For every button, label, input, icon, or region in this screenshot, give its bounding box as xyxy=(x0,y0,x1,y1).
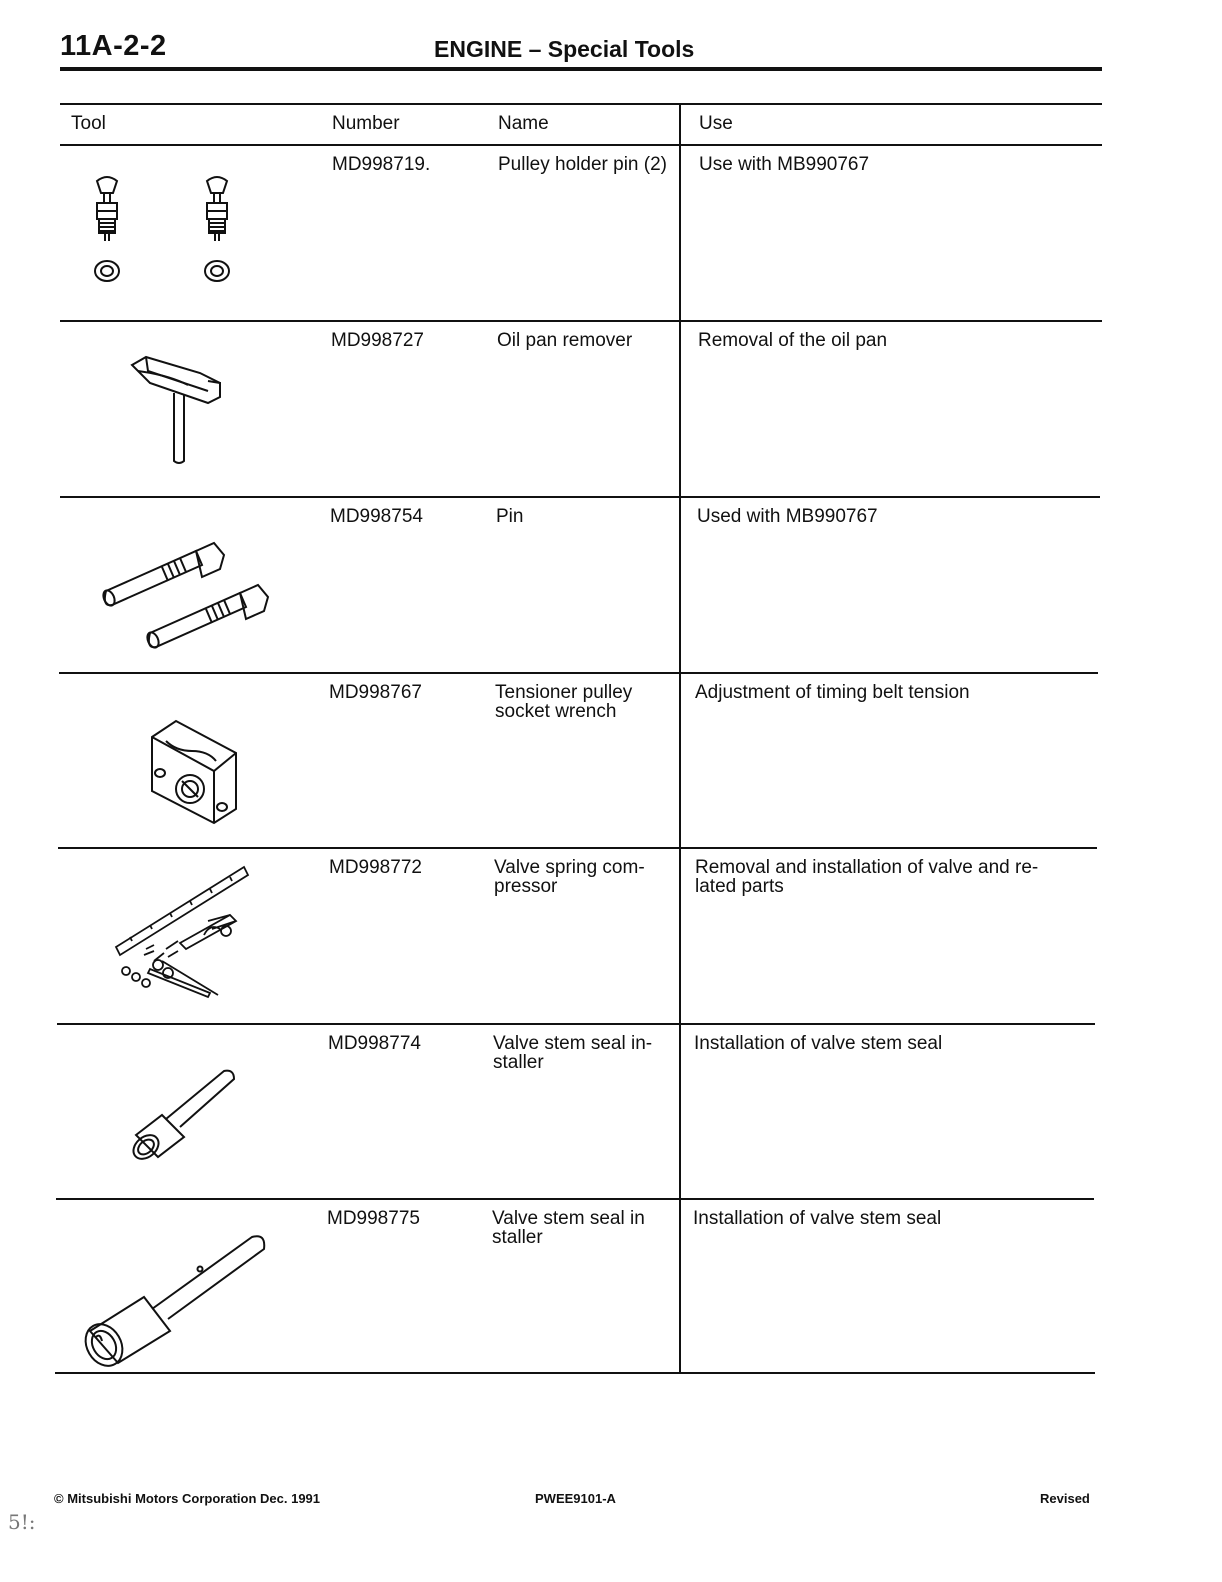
column-header-number: Number xyxy=(332,113,400,134)
tool-use: Adjustment of timing belt tension xyxy=(695,682,970,703)
tool-use: Removal and installation of valve and re- lated parts xyxy=(695,857,1039,897)
column-header-use: Use xyxy=(699,113,733,134)
tool-use: Use with MB990767 xyxy=(699,154,870,175)
tool-name: Pulley holder pin (2) xyxy=(498,154,667,175)
header-rule xyxy=(60,67,1102,71)
use-column-divider xyxy=(679,103,681,1373)
column-header-tool: Tool xyxy=(71,113,106,134)
oil-pan-remover-illustration xyxy=(128,353,238,468)
tool-number: MD998775 xyxy=(327,1208,420,1229)
tool-name: Pin xyxy=(496,506,524,527)
tool-name: Oil pan remover xyxy=(497,330,633,351)
pin-illustration xyxy=(100,531,275,651)
tool-use: Installation of valve stem seal xyxy=(694,1033,943,1054)
row-divider xyxy=(60,320,1102,322)
page-number: 11A-2-2 xyxy=(60,30,167,62)
tool-number: MD998727 xyxy=(331,330,424,351)
valve-stem-seal-installer-illustration xyxy=(128,1065,240,1165)
tool-number: MD998772 xyxy=(329,857,422,878)
tool-name: Valve stem seal in- staller xyxy=(493,1033,653,1073)
table-bottom-rule xyxy=(55,1372,1095,1374)
tensioner-pulley-socket-wrench-illustration xyxy=(146,717,242,827)
row-divider xyxy=(57,1023,1095,1025)
valve-stem-seal-installer-illustration xyxy=(82,1225,272,1367)
tool-use: Removal of the oil pan xyxy=(698,330,888,351)
row-divider xyxy=(58,847,1097,849)
tool-number: MD998767 xyxy=(329,682,422,703)
footer-code: PWEE9101-A xyxy=(535,1491,616,1506)
row-divider xyxy=(59,672,1098,674)
tool-name: Valve spring com- pressor xyxy=(494,857,645,897)
table-top-rule xyxy=(60,103,1102,105)
tool-number: MD998774 xyxy=(328,1033,421,1054)
row-divider xyxy=(60,496,1100,498)
tool-use: Installation of valve stem seal xyxy=(693,1208,942,1229)
tool-number: MD998754 xyxy=(330,506,423,527)
margin-note: 5!: xyxy=(8,1510,36,1534)
page-title: ENGINE – Special Tools xyxy=(434,36,695,62)
footer-copyright: © Mitsubishi Motors Corporation Dec. 1991 xyxy=(54,1491,321,1506)
column-header-name: Name xyxy=(498,113,549,134)
tool-number: MD998719. xyxy=(332,154,431,175)
tool-name: Valve stem seal in staller xyxy=(492,1208,645,1248)
pulley-holder-pin-illustration xyxy=(85,171,245,283)
row-divider xyxy=(56,1198,1094,1200)
table-header-rule xyxy=(60,144,1102,146)
tool-name: Tensioner pulley socket wrench xyxy=(495,682,633,722)
valve-spring-compressor-illustration xyxy=(110,865,260,1007)
footer-status: Revised xyxy=(1040,1491,1090,1506)
tool-use: Used with MB990767 xyxy=(697,506,878,527)
